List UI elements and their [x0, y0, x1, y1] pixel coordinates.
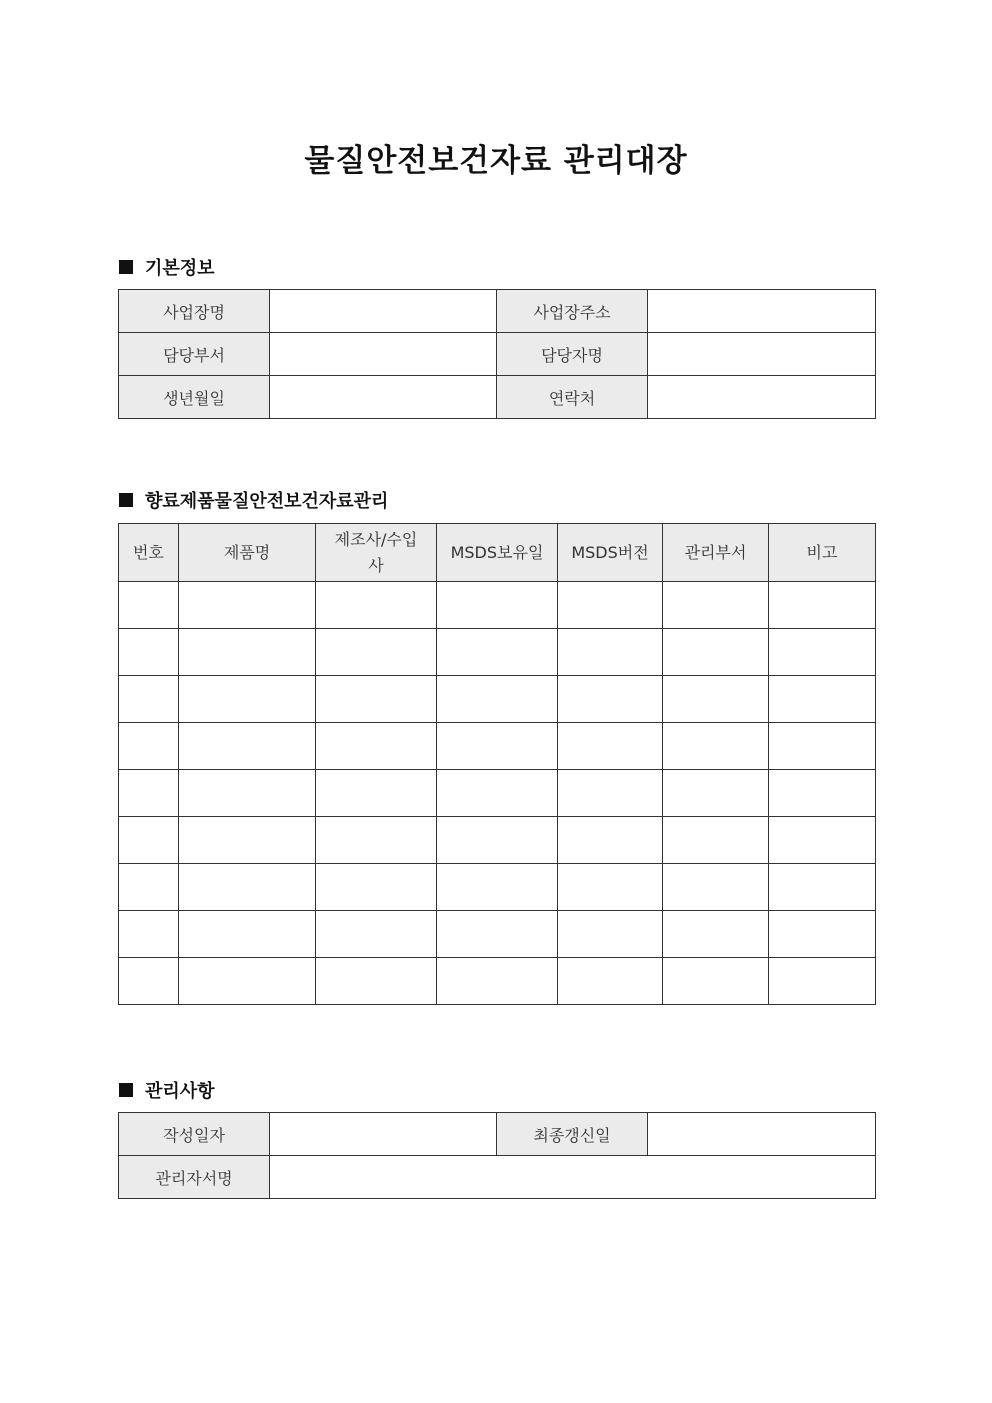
table-cell[interactable]: [179, 770, 316, 817]
table-cell[interactable]: [119, 864, 179, 911]
table-cell[interactable]: [558, 629, 663, 676]
created-date-field[interactable]: [270, 1113, 497, 1156]
table-cell[interactable]: [437, 817, 558, 864]
column-header-manufacturer: 제조사/수입사: [316, 524, 437, 582]
table-cell[interactable]: [663, 629, 769, 676]
square-bullet-icon: [119, 493, 133, 507]
table-cell[interactable]: [316, 676, 437, 723]
column-header-msds-version: MSDS버전: [558, 524, 663, 582]
section-heading-label: 향료제품물질안전보건자료관리: [145, 491, 389, 512]
table-cell[interactable]: [119, 770, 179, 817]
table-cell[interactable]: [179, 629, 316, 676]
table-cell[interactable]: [769, 676, 876, 723]
column-header-number: 번호: [119, 524, 179, 582]
table-row: [119, 723, 876, 770]
table-row: [119, 770, 876, 817]
table-cell[interactable]: [437, 582, 558, 629]
section-heading-label: 관리사항: [145, 1081, 215, 1102]
table-cell[interactable]: [558, 676, 663, 723]
contact-field[interactable]: [648, 376, 876, 419]
table-cell[interactable]: [769, 958, 876, 1005]
table-cell[interactable]: [179, 958, 316, 1005]
column-header-department: 관리부서: [663, 524, 769, 582]
table-cell[interactable]: [663, 676, 769, 723]
section-heading-products: [119, 487, 388, 513]
table-cell[interactable]: [119, 582, 179, 629]
table-cell[interactable]: [558, 911, 663, 958]
square-bullet-icon: [119, 1083, 133, 1097]
field-label: 사업장주소: [497, 290, 648, 333]
table-cell[interactable]: [558, 817, 663, 864]
section-heading-basic-info: [119, 254, 215, 280]
table-cell[interactable]: [119, 723, 179, 770]
table-cell[interactable]: [179, 676, 316, 723]
table-cell[interactable]: [437, 676, 558, 723]
square-bullet-icon: [119, 260, 133, 274]
table-cell[interactable]: [663, 723, 769, 770]
field-label: 담당자명: [497, 333, 648, 376]
table-cell[interactable]: [769, 582, 876, 629]
table-cell[interactable]: [316, 629, 437, 676]
table-header-row: [119, 524, 876, 582]
field-label: 관리자서명: [119, 1156, 270, 1199]
table-cell[interactable]: [179, 864, 316, 911]
table-cell[interactable]: [316, 723, 437, 770]
table-row: [119, 676, 876, 723]
column-header-msds-date: MSDS보유일: [437, 524, 558, 582]
table-cell[interactable]: [119, 958, 179, 1005]
table-row: [119, 333, 876, 376]
table-row: [119, 290, 876, 333]
table-cell[interactable]: [663, 817, 769, 864]
table-row: [119, 958, 876, 1005]
table-cell[interactable]: [119, 911, 179, 958]
table-row: [119, 911, 876, 958]
table-cell[interactable]: [437, 911, 558, 958]
table-cell[interactable]: [316, 911, 437, 958]
table-cell[interactable]: [663, 958, 769, 1005]
table-cell[interactable]: [663, 582, 769, 629]
table-cell[interactable]: [316, 958, 437, 1005]
table-row: [119, 817, 876, 864]
field-label: 작성일자: [119, 1113, 270, 1156]
workplace-name-field[interactable]: [270, 290, 497, 333]
table-cell[interactable]: [316, 582, 437, 629]
table-cell[interactable]: [558, 582, 663, 629]
field-label: 연락처: [497, 376, 648, 419]
field-label: 사업장명: [119, 290, 270, 333]
table-row: [119, 582, 876, 629]
management-table: [118, 1112, 876, 1199]
table-cell[interactable]: [437, 958, 558, 1005]
table-cell[interactable]: [179, 911, 316, 958]
workplace-address-field[interactable]: [648, 290, 876, 333]
table-cell[interactable]: [179, 817, 316, 864]
table-cell[interactable]: [769, 629, 876, 676]
table-cell[interactable]: [769, 817, 876, 864]
section-heading-label: 기본정보: [145, 258, 215, 279]
column-header-product-name: 제품명: [179, 524, 316, 582]
table-cell[interactable]: [119, 676, 179, 723]
table-cell[interactable]: [316, 817, 437, 864]
table-cell[interactable]: [663, 770, 769, 817]
field-label: 담당부서: [119, 333, 270, 376]
table-row: [119, 1156, 876, 1199]
last-updated-field[interactable]: [648, 1113, 876, 1156]
table-row: [119, 1113, 876, 1156]
table-row: [119, 864, 876, 911]
basic-info-table: [118, 289, 876, 419]
table-cell[interactable]: [769, 723, 876, 770]
table-cell[interactable]: [769, 864, 876, 911]
table-cell[interactable]: [437, 864, 558, 911]
products-table: [118, 523, 876, 1005]
manager-signature-field[interactable]: [270, 1156, 876, 1199]
column-header-remarks: 비고: [769, 524, 876, 582]
table-cell[interactable]: [663, 864, 769, 911]
table-cell[interactable]: [119, 817, 179, 864]
table-cell[interactable]: [179, 723, 316, 770]
table-cell[interactable]: [558, 723, 663, 770]
table-cell[interactable]: [558, 770, 663, 817]
birth-date-field[interactable]: [270, 376, 497, 419]
table-row: [119, 376, 876, 419]
manager-name-field[interactable]: [648, 333, 876, 376]
table-cell[interactable]: [437, 723, 558, 770]
field-label: 생년월일: [119, 376, 270, 419]
table-cell[interactable]: [558, 864, 663, 911]
table-cell[interactable]: [663, 911, 769, 958]
table-cell[interactable]: [179, 582, 316, 629]
table-cell[interactable]: [769, 911, 876, 958]
table-cell[interactable]: [558, 958, 663, 1005]
table-row: [119, 629, 876, 676]
document-title: 물질안전보건자료 관리대장: [304, 143, 688, 179]
table-cell[interactable]: [316, 864, 437, 911]
section-heading-management: [119, 1077, 215, 1103]
department-field[interactable]: [270, 333, 497, 376]
table-cell[interactable]: [437, 770, 558, 817]
table-cell[interactable]: [119, 629, 179, 676]
table-cell[interactable]: [437, 629, 558, 676]
table-cell[interactable]: [316, 770, 437, 817]
table-cell[interactable]: [769, 770, 876, 817]
field-label: 최종갱신일: [497, 1113, 648, 1156]
